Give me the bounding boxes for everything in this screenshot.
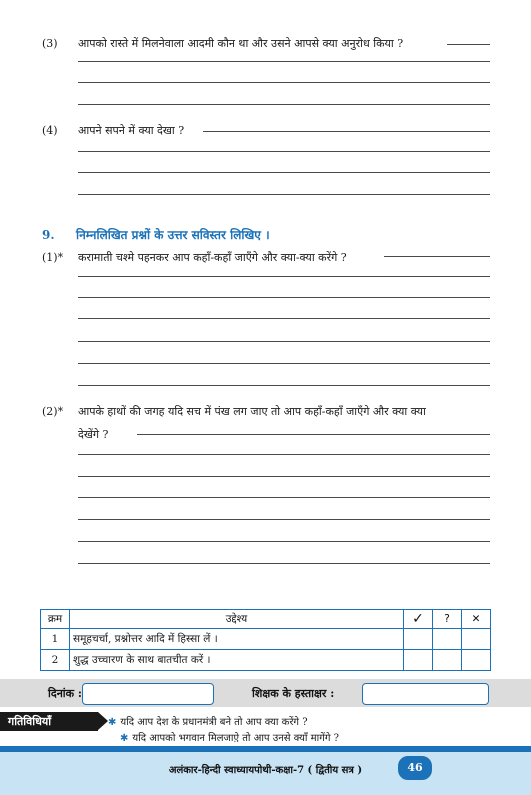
- answer-line[interactable]: [203, 131, 490, 132]
- question-9-2-number: (2)*: [42, 405, 64, 418]
- activity-text: यदि आप देश के प्रधानमंत्री बने तो आप क्या करेंगे ?: [120, 717, 308, 728]
- bullet-star-icon: ✱: [108, 717, 117, 728]
- row-number: 2: [41, 650, 70, 671]
- bullet-star-icon: ✱: [120, 733, 129, 744]
- answer-line[interactable]: [137, 434, 490, 435]
- answer-line[interactable]: [78, 363, 490, 364]
- activities-label: गतिविधियाँ: [0, 712, 98, 731]
- table-row: [41, 629, 491, 650]
- answer-line[interactable]: [78, 172, 490, 173]
- answer-line[interactable]: [78, 151, 490, 152]
- question-mark-icon: ?: [433, 610, 462, 629]
- question-3-text: आपको रास्ते में मिलनेवाला आदमी कौन था और उसने आपसे क्या अनुरोध किया ?: [78, 37, 404, 50]
- activity-item: [120, 732, 339, 745]
- section-number: 9.: [42, 228, 55, 242]
- header-uddeshya: उद्देश्य: [70, 610, 404, 629]
- answer-line[interactable]: [78, 318, 490, 319]
- answer-line[interactable]: [78, 541, 490, 542]
- signature-field[interactable]: [362, 683, 489, 705]
- question-9-2-text-line1: आपके हाथों की जगह यदि सच में पंख लग जाए तो आप कहाँ-कहाँ जाएँगे और क्या क्या: [78, 405, 426, 418]
- date-label: दिनांक :: [48, 687, 82, 700]
- answer-line[interactable]: [78, 104, 490, 105]
- cross-cell[interactable]: [462, 629, 491, 650]
- header-krama: क्रम: [41, 610, 70, 629]
- answer-line[interactable]: [78, 82, 490, 83]
- answer-line[interactable]: [447, 44, 490, 45]
- question-4-number: (4): [42, 124, 58, 137]
- cross-cell[interactable]: [462, 650, 491, 671]
- answer-line[interactable]: [78, 476, 490, 477]
- activity-text: यदि आपको भगवान मिलजाए़े तो आप उनसे क्याँ मागेंगे ?: [132, 733, 340, 744]
- answer-line[interactable]: [78, 563, 490, 564]
- question-cell[interactable]: [433, 629, 462, 650]
- question-9-2-text-line2: देखेंगे ?: [78, 428, 109, 441]
- question-3-number: (3): [42, 37, 58, 50]
- date-field[interactable]: [82, 683, 214, 705]
- row-objective: शुद्ध उच्चारण के साथ बातचीत करें ।: [70, 650, 404, 671]
- question-cell[interactable]: [433, 650, 462, 671]
- answer-line[interactable]: [78, 194, 490, 195]
- signature-label: शिक्षक के हस्ताक्षर :: [252, 687, 335, 700]
- question-4-text: आपने सपने में क्या देखा ?: [78, 124, 185, 137]
- check-cell[interactable]: [404, 650, 433, 671]
- answer-line[interactable]: [78, 276, 490, 277]
- objectives-table: [40, 609, 491, 671]
- section-title: निम्नलिखित प्रश्नों के उत्तर सविस्तर लिखिए ।: [76, 228, 270, 242]
- check-icon: ✓: [404, 610, 433, 629]
- footer-title: अलंकार-हिन्दी स्वाध्यायपोथी-कक्षा-7 ( द्वितीय सत्र ): [168, 765, 363, 776]
- activity-item: [108, 716, 308, 729]
- answer-line[interactable]: [78, 341, 490, 342]
- question-9-1-text: करामाती चश्मे पहनकर आप कहाँ-कहाँ जाएँगे और क्या-क्या करेंगे ?: [78, 251, 347, 264]
- answer-line[interactable]: [384, 256, 490, 257]
- page-number: 46: [398, 756, 432, 780]
- footer-divider: [0, 746, 531, 752]
- check-cell[interactable]: [404, 629, 433, 650]
- answer-line[interactable]: [78, 497, 490, 498]
- section-heading: [42, 226, 270, 243]
- answer-line[interactable]: [78, 519, 490, 520]
- answer-line[interactable]: [78, 297, 490, 298]
- table-row: [41, 650, 491, 671]
- answer-line[interactable]: [78, 385, 490, 386]
- answer-line[interactable]: [78, 61, 490, 62]
- answer-line[interactable]: [78, 454, 490, 455]
- row-objective: समूहचर्चा, प्रश्नोत्तर आदि में हिस्सा लें ।: [70, 629, 404, 650]
- question-9-1-number: (1)*: [42, 251, 64, 264]
- row-number: 1: [41, 629, 70, 650]
- cross-icon: ✕: [462, 610, 491, 629]
